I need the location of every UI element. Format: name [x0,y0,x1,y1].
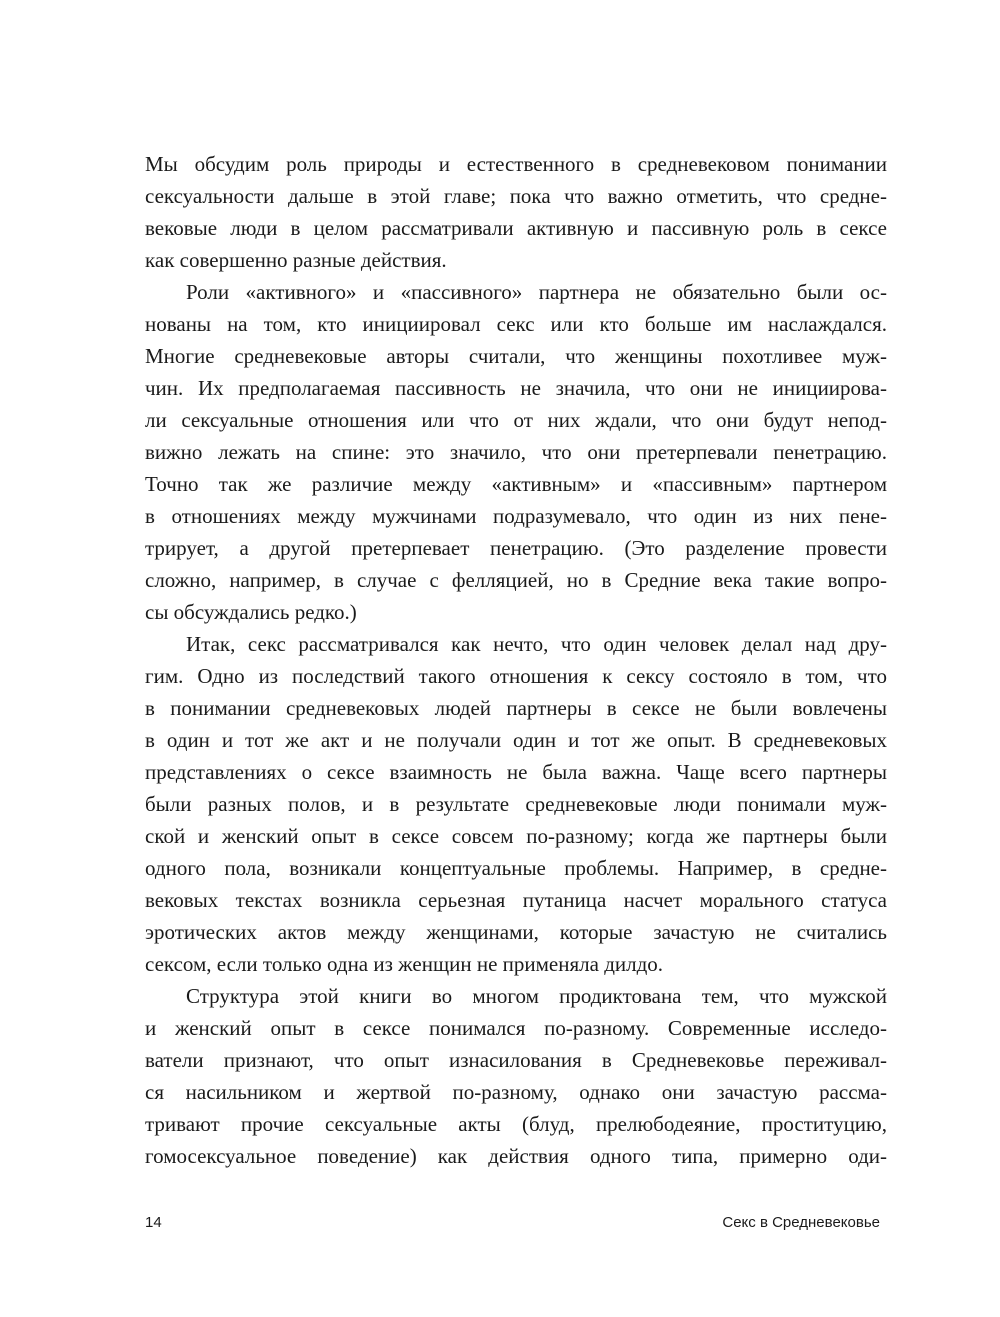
body-text [145,148,887,1172]
text-line: сексуальности дальше в этой главе; пока что важно отметить, что средне- [145,184,887,208]
text-line: сложно, например, в случае с фелляцией, но в Средние века такие вопро- [145,568,887,592]
text-line: одного пола, возникали концептуальные проблемы. Например, в средне- [145,856,887,880]
text-line: Роли «активного» и «пассивного» партнера не обязательно были ос- [186,280,887,304]
text-line: чин. Их предполагаемая пассивность не значила, что они не инициирова- [145,376,887,400]
text-line: Многие средневековые авторы считали, что женщины похотливее муж- [145,344,887,368]
text-line: вижно лежать на спине: это значило, что они претерпевали пенетрацию. [145,440,887,464]
text-line: трирует, а другой претерпевает пенетрацию. (Это разделение провести [145,536,887,560]
text-line: ской и женский опыт в сексе совсем по-разному; когда же партнеры были [145,824,887,848]
text-line: и женский опыт в сексе понимался по-разному. Современные исследо- [145,1016,887,1040]
text-line: гим. Одно из последствий такого отношения к сексу состояло в том, что [145,664,887,688]
text-line: в отношениях между мужчинами подразумевало, что один из них пене- [145,504,887,528]
text-line: представлениях о сексе взаимность не была важна. Чаще всего партнеры [145,760,887,784]
text-line: Точно так же различие между «активным» и «пассивным» партнером [145,472,887,496]
text-line: сы обсуждались редко.) [145,600,357,624]
text-line: в понимании средневековых людей партнеры в сексе не были вовлечены [145,696,887,720]
paragraph [145,628,887,980]
text-line: вековые люди в целом рассматривали активную и пассивную роль в сексе [145,216,887,240]
text-line: Мы обсудим роль природы и естественного в средневековом понимании [145,152,887,176]
text-line: Структура этой книги во многом продиктована тем, что мужской [186,984,887,1008]
text-line: вековых текстах возникла серьезная путаница насчет морального статуса [145,888,887,912]
text-line: были разных полов, и в результате средневековые люди понимали муж- [145,792,887,816]
running-title: Секс в Средневековье [722,1214,880,1231]
page-number: 14 [145,1214,162,1231]
text-line: ватели признают, что опыт изнасилования в Средневековье переживал- [145,1048,887,1072]
text-line: ли сексуальные отношения или что от них ждали, что они будут непод- [145,408,887,432]
text-line: тривают прочие сексуальные акты (блуд, прелюбодеяние, проституцию, [145,1112,887,1136]
paragraph [145,148,887,276]
text-line: сексом, если только одна из женщин не применяла дилдо. [145,952,664,976]
paragraph [145,980,887,1172]
text-line: гомосексуальное поведение) как действия одного типа, примерно оди- [145,1144,887,1168]
paragraph [145,276,887,628]
text-line: как совершенно разные действия. [145,248,447,272]
text-line: Итак, секс рассматривался как нечто, что один человек делал над дру- [186,632,887,656]
text-line: эротических актов между женщинами, которые зачастую не считались [145,920,887,944]
text-line: ся насильником и жертвой по-разному, однако они зачастую рассма- [145,1080,887,1104]
text-line: в один и тот же акт и не получали один и тот же опыт. В средневековых [145,728,887,752]
text-line: нованы на том, кто инициировал секс или кто больше им наслаждался. [145,312,887,336]
